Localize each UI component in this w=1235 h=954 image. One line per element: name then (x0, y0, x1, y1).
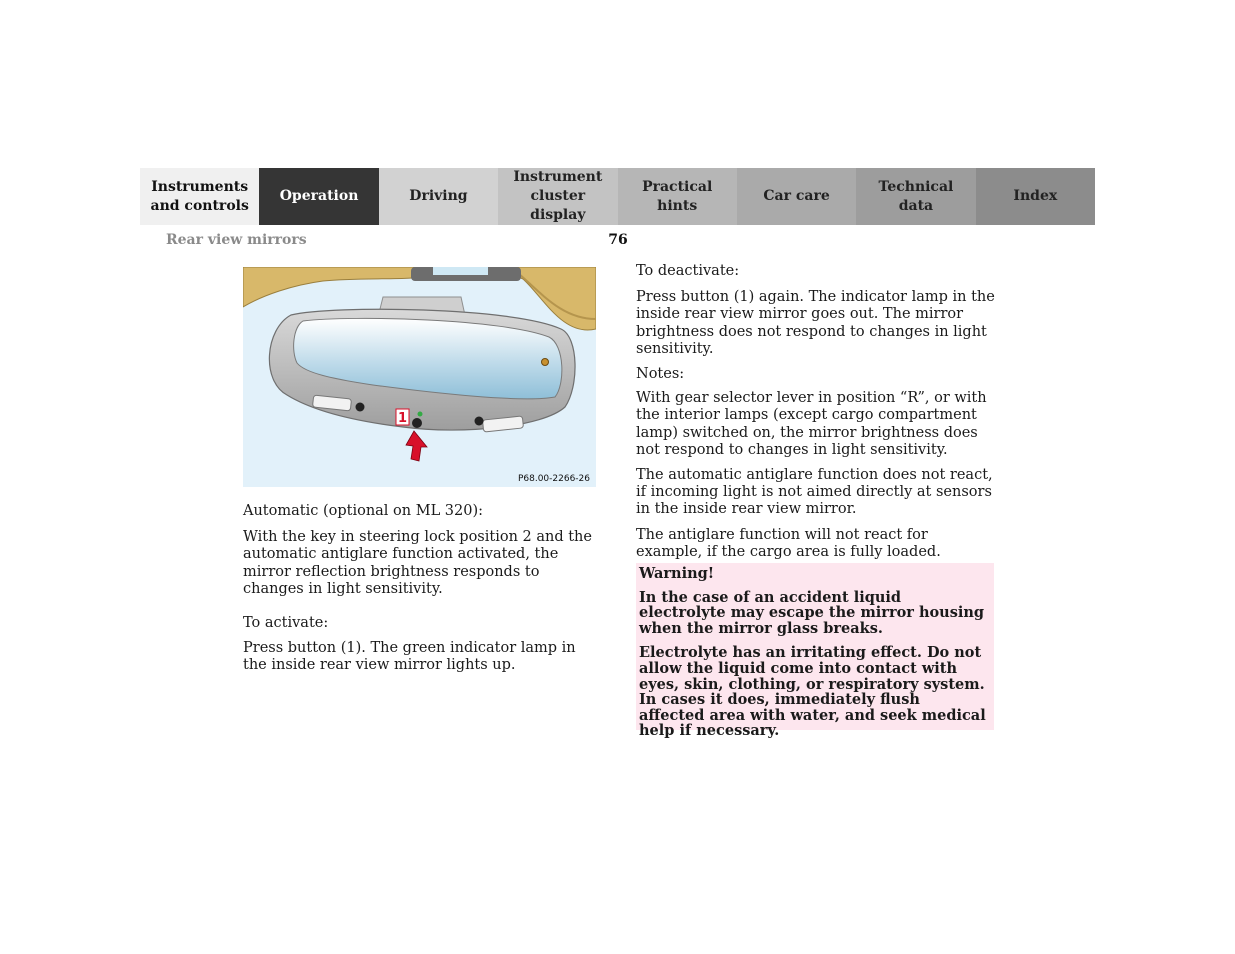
tab-car-care[interactable] (737, 168, 856, 225)
deactivate-paragraph: Press button (1) again. The indicator lamp in the inside rear view mirror goes out. The mirror brightness does not respond to changes in light sensitivity. (636, 289, 995, 357)
tab-index[interactable] (976, 168, 1095, 225)
rear-view-mirror-illustration (243, 267, 596, 487)
lamp-switch-left (356, 403, 365, 412)
light-sensor (542, 359, 549, 366)
arrow-icon (406, 431, 427, 461)
tab-label: Index (1013, 188, 1058, 204)
warning-title: Warning! (639, 565, 715, 582)
tab-instruments-and-controls[interactable] (140, 168, 259, 225)
chapter-navigation (140, 168, 1095, 225)
tab-label: Driving (409, 188, 468, 204)
tab-operation[interactable] (259, 168, 378, 225)
activate-heading: To activate: (243, 615, 329, 632)
warning-paragraph: In the case of an accident liquid electrolyte may escape the mirror housing when the mirror glass breaks. (639, 588, 985, 637)
tab-driving[interactable] (379, 168, 498, 225)
tab-label: Instruments and controls (150, 178, 249, 214)
tab-label: Technical data (878, 178, 954, 214)
mount-window (433, 267, 488, 275)
right-column (636, 263, 996, 561)
tab-technical-data[interactable] (856, 168, 975, 225)
note-paragraph: The automatic antiglare function does not react, if incoming light is not aimed directly at sensors in the inside rear view mirror. (636, 467, 993, 518)
tab-practical-hints[interactable] (618, 168, 737, 225)
callout-label: 1 (397, 411, 408, 426)
automatic-paragraph: With the key in steering lock position 2 and the automatic antiglare function activated, the mirror reflection brightness responds to changes in light sensitivity. (243, 529, 592, 597)
left-column (243, 503, 603, 675)
tab-label: Car care (763, 188, 830, 204)
warning-paragraph: Electrolyte has an irritating effect. Do not allow the liquid come into contact with eyes, skin, clothing, or respiratory system. In cases it does, immediately flush affected area with water, and seek medical help if necessary. (639, 644, 986, 740)
antiglare-button (412, 418, 422, 428)
notes-heading: Notes: (636, 366, 685, 383)
tab-instrument-cluster-display[interactable] (498, 168, 617, 225)
tab-label: Instrument cluster display (513, 169, 603, 223)
mirror-drawing (243, 267, 596, 487)
note-paragraph: With gear selector lever in position “R”, or with the interior lamps (except cargo compartment lamp) switched on, the mirror brightness does not respond to changes in light sensitivity. (636, 390, 987, 458)
tab-label: Practical hints (642, 178, 713, 214)
green-indicator-lamp (418, 412, 423, 417)
note-paragraph: The antiglare function will not react for example, if the cargo area is fully loaded. (636, 526, 941, 560)
warning-box (636, 563, 994, 740)
automatic-heading: Automatic (optional on ML 320): (243, 503, 484, 519)
lamp-switch-right (475, 417, 484, 426)
figure-code: P68.00-2266-26 (517, 474, 590, 484)
tab-label: Operation (279, 188, 359, 204)
page-number: 76 (608, 232, 628, 248)
deactivate-heading: To deactivate: (636, 263, 740, 279)
section-title: Rear view mirrors (166, 232, 307, 248)
activate-paragraph: Press button (1). The green indicator lamp in the inside rear view mirror lights up. (243, 640, 576, 674)
